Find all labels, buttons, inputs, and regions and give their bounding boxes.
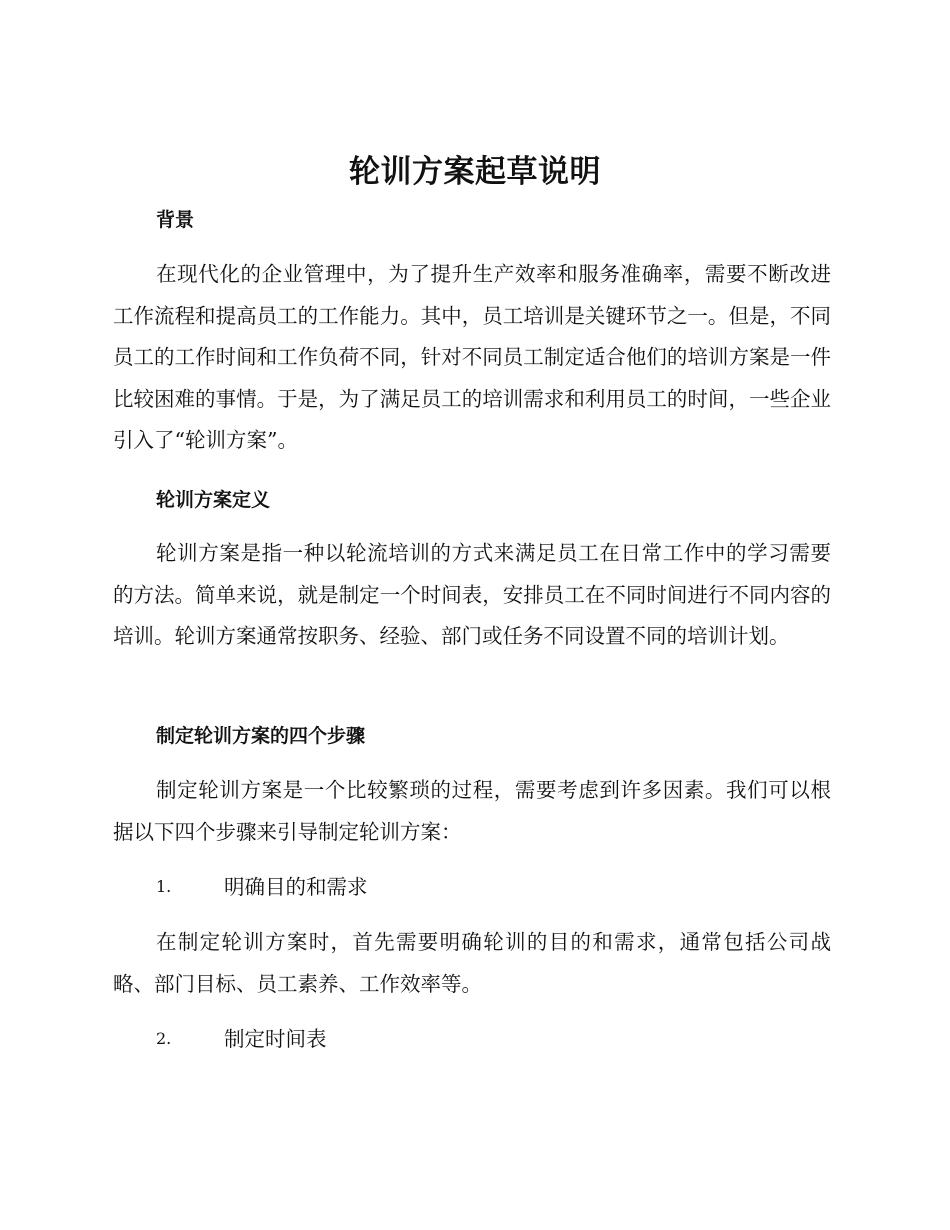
list-item-label: 制定时间表 (224, 1027, 327, 1051)
steps-intro-paragraph: 制定轮训方案是一个比较繁琐的过程，需要考虑到许多因素。我们可以根据以下四个步骤来引导制定轮训方案： (113, 778, 831, 844)
definition-paragraph: 轮训方案是指一种以轮流培训的方式来满足员工在日常工作中的学习需要的方法。简单来说，就是制定一个时间表，安排员工在不同时间进行不同内容的培训。轮训方案通常按职务、经验、部门或任务不同设置不同的培训计划。 (113, 541, 831, 648)
list-item-label: 明确目的和需求 (224, 875, 368, 899)
document-title: 轮训方案起草说明 (349, 154, 601, 190)
section-heading-definition: 轮训方案定义 (156, 489, 271, 511)
section-heading-steps: 制定轮训方案的四个步骤 (156, 725, 366, 747)
step-1-paragraph: 在制定轮训方案时，首先需要明确轮训的目的和需求，通常包括公司战略、部门目标、员工素养、工作效率等。 (113, 930, 831, 996)
list-number: 2. (156, 1029, 172, 1048)
background-paragraph: 在现代化的企业管理中，为了提升生产效率和服务准确率，需要不断改进工作流程和提高员工的工作能力。其中，员工培训是关键环节之一。但是，不同员工的工作时间和工作负荷不同，针对不同员工制定适合他们的培训方案是一件比较困难的事情。于是，为了满足员工的培训需求和利用员工的时间，一些企业引入了“轮训方案”。 (113, 262, 831, 452)
list-item-step-1 (156, 872, 368, 902)
list-number: 1. (156, 877, 172, 896)
list-item-step-2 (156, 1024, 327, 1054)
section-heading-background: 背景 (156, 209, 195, 231)
